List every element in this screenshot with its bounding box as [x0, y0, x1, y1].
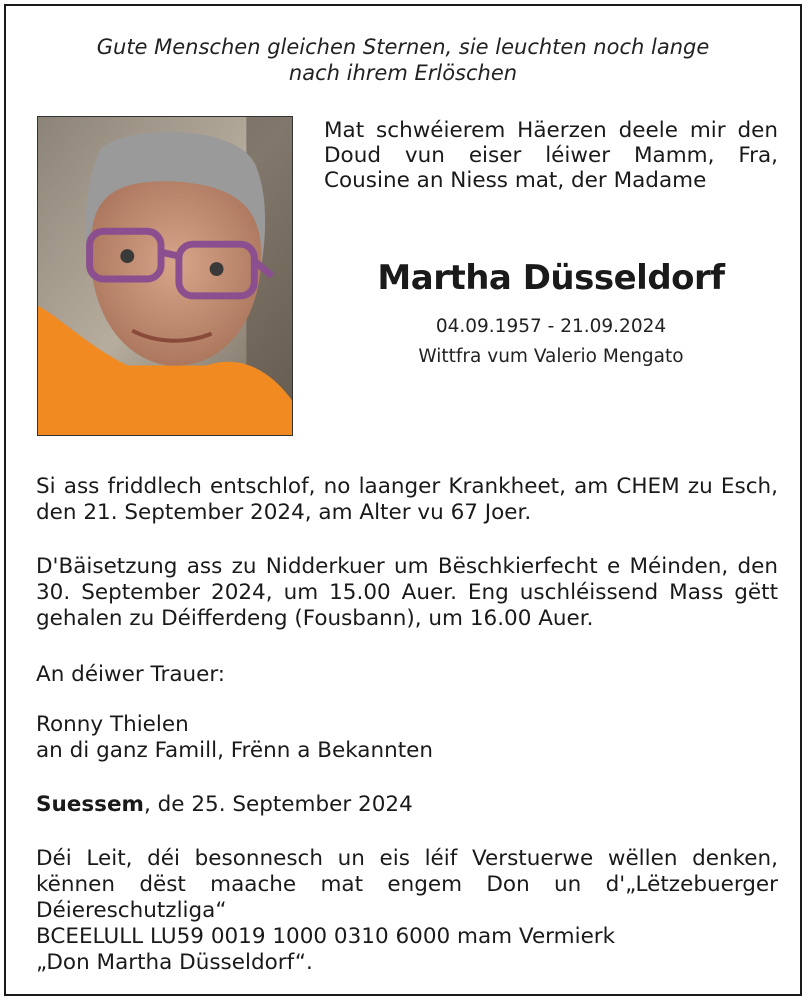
place-date-line [36, 792, 778, 818]
donation-text: Déi Leit, déi besonnesch un eis léif Verstuerwe wëllen denken, kënnen dëst maache mat engem Don un d'„Lëtzebuerger Déiereschutzliga“ [36, 846, 778, 923]
funeral-paragraph [36, 554, 778, 632]
notice-date: , de 25. September 2024 [143, 792, 413, 817]
signatory-name: Ronny Thielen [36, 712, 189, 737]
intro-text: Mat schwéierem Häerzen deele mir den Doud vun eiser léiwer Mamm, Fra, Cousine an Niess mat, der Madame [324, 118, 778, 193]
deceased-name: Martha Düsseldorf [377, 258, 725, 298]
death-text: Si ass friddlech entschlof, no laanger Krankheet, am CHEM zu Esch, den 21. September 2024, am Alter vu 67 Joer. [36, 474, 778, 525]
motto-line-2: nach ihrem Erlöschen [288, 61, 518, 85]
spouse-line: Wittfra vum Valerio Mengato [418, 346, 684, 367]
life-dates: 04.09.1957 - 21.09.2024 [435, 316, 667, 337]
place-name: Suessem [36, 792, 144, 817]
donation-paragraph [36, 846, 778, 976]
funeral-text: D'Bäisetzung ass zu Nidderkuer um Bëschkierfecht e Méinden, den 30. September 2024, um 15.00 Auer. Eng uschléissend Mass gëtt gehalen zu Déifferdeng (Fousbann), um 16.00 Auer. [36, 554, 778, 631]
portrait-illustration [38, 117, 292, 435]
donation-bank-account: BCEELULL LU59 0019 1000 0310 6000 mam Vermierk [36, 924, 616, 949]
motto-quote [26, 34, 780, 86]
signatory-others: an di ganz Famill, Frënn a Bekannten [36, 738, 434, 763]
motto-line-1: Gute Menschen gleichen Sternen, sie leuchten noch lange [96, 35, 710, 59]
death-paragraph [36, 474, 778, 526]
obituary-notice [4, 4, 802, 996]
mourning-text: An déiwer Trauer: [36, 662, 226, 687]
donation-reference: „Don Martha Düsseldorf“. [36, 950, 313, 975]
signatories [36, 712, 778, 764]
portrait-photo [37, 116, 293, 436]
mourning-label [36, 662, 778, 688]
